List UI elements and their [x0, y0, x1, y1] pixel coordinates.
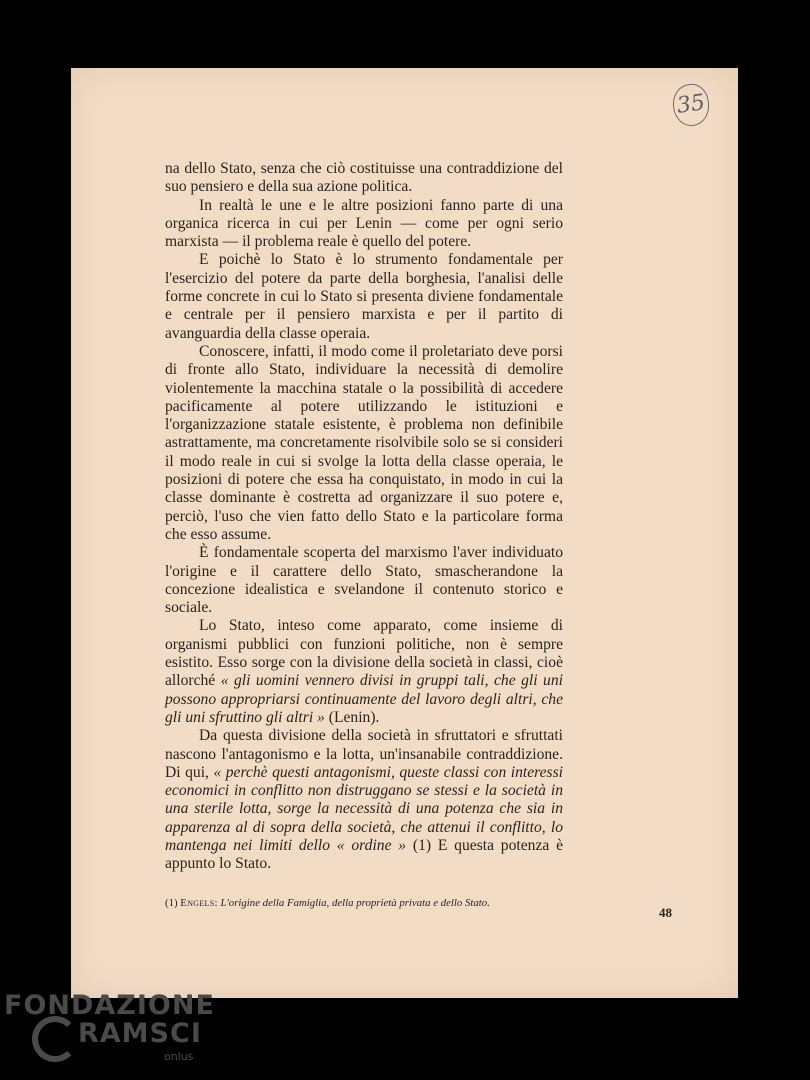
paragraph-6-text: Lo Stato, inteso come apparato, come insieme di organismi pubblici con funzioni politiche, non è sempre esistito. Esso sorge con la divisione della società in classi, cioè allorché [165, 617, 563, 690]
footnote [165, 897, 567, 910]
logo-line-3: onlus [164, 1050, 194, 1063]
handwritten-page-note: 35 [670, 82, 711, 129]
paragraph-7-text: Da questa divisione della società in sfruttatori e sfruttati nascono l'antagonismo e la lotta, un'insanabile contraddizione. Di qui, [165, 727, 563, 781]
footnote-title: L'origine della Famiglia, della proprietà privata e dello Stato. [217, 897, 490, 909]
logo-line-2: RAMSCI [78, 1018, 202, 1049]
fondazione-gramsci-logo [4, 990, 264, 1070]
logo-g-icon [32, 1016, 78, 1062]
paragraph-4: Conoscere, infatti, il modo come il proletariato deve porsi di fronte allo Stato, individuare la necessità di demolire violentemente la macchina statale o la possibilità di accedere pacificamente al potere utilizzando le istituzioni e l'organizzazione statale esistente, è problema non definibile astrattamente, ma concretamente risolvibile solo se si consideri il modo reale in cui si svolge la lotta della classe operaia, le posizioni di potere che essa ha conquistato, in modo in cui la classe dominante è costretta ad organizzare il suo potere e, perciò, l'uso che vien fatto dello Stato e la particolare forma che esso assume. [165, 342, 563, 543]
body-text [165, 160, 563, 874]
paragraph-1: na dello Stato, senza che ciò costituisse una contraddizione del suo pensiero e della sua azione politica. [165, 160, 563, 196]
paragraph-5: È fondamentale scoperta del marxismo l'aver individuato l'origine e il carattere dello Stato, smascherandone la concezione idealistica e svelandone il contenuto storico e sociale. [165, 544, 563, 617]
paragraph-6 [165, 617, 563, 727]
paragraph-6-end: (Lenin). [324, 708, 380, 726]
paragraph-2: In realtà le une e le altre posizioni fanno parte di una organica ricerca in cui per Lenin — come per ogni serio marxista — il problema reale è quello del potere. [165, 196, 563, 251]
footnote-marker: (1) [165, 897, 181, 909]
page-number: 48 [659, 905, 672, 920]
paragraph-3: E poichè lo Stato è lo strumento fondamentale per l'esercizio del potere da parte della borghesia, l'analisi delle forme concrete in cui lo Stato si presenta diviene fondamentale e centrale per il pensiero marxista e per il partito di avanguardia della classe operaia. [165, 251, 563, 342]
paragraph-7-end: (1) E questa potenza è appunto lo Stato. [165, 836, 563, 873]
logo-line-1: FONDAZIONE [4, 990, 215, 1021]
footnote-author: Engels: [180, 897, 218, 909]
engels-quote: « perchè questi antagonismi, queste classi con interessi economici in conflitto non distruggano se stessi e la società in una sterile lotta, sorge la necessità di una potenza che sia in apparenza al di sopra della società, che attenui il conflitto, lo mantenga nei limiti dello « ordine » [165, 763, 564, 854]
lenin-quote: « gli uomini vennero divisi in gruppi tali, che gli uni possono appropriarsi continuamente del lavoro degli altri, che gli uni sfruttino gli altri » [165, 672, 563, 726]
paragraph-7 [165, 727, 563, 873]
